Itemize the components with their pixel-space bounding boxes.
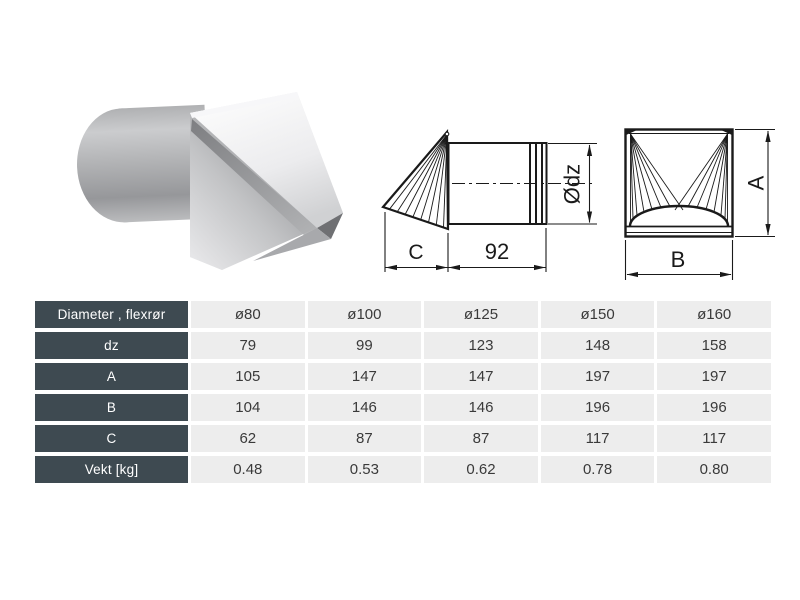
spec-cell: 87	[424, 425, 538, 452]
spec-cell: 147	[424, 363, 538, 390]
spec-cell: 0.80	[657, 456, 771, 483]
spec-cell: ø125	[424, 301, 538, 328]
spec-cell: 123	[424, 332, 538, 359]
spec-cell: 147	[308, 363, 422, 390]
spec-table	[32, 297, 774, 487]
dim-label-diameter: Ødz	[559, 163, 585, 205]
table-row-c	[35, 425, 771, 452]
spec-cell: ø100	[308, 301, 422, 328]
spec-cell: 104	[191, 394, 305, 421]
spec-cell: 0.62	[424, 456, 538, 483]
row-header-dz: dz	[35, 332, 188, 359]
table-row-dz	[35, 332, 771, 359]
table-row-weight	[35, 456, 771, 483]
table-row-diameter	[35, 301, 771, 328]
spec-cell: 146	[308, 394, 422, 421]
spec-cell: 196	[541, 394, 655, 421]
front-view-drawing	[612, 105, 798, 297]
spec-cell: 146	[424, 394, 538, 421]
spec-cell: 197	[541, 363, 655, 390]
row-header-b: B	[35, 394, 188, 421]
dim-label-width: B	[670, 247, 686, 272]
table-row-b	[35, 394, 771, 421]
spec-cell: 117	[657, 425, 771, 452]
side-view-drawing	[365, 105, 610, 290]
spec-cell: ø160	[657, 301, 771, 328]
spec-cell: 99	[308, 332, 422, 359]
vent-hood	[190, 92, 343, 270]
spec-cell: 62	[191, 425, 305, 452]
spec-cell: 0.53	[308, 456, 422, 483]
spec-cell: ø80	[191, 301, 305, 328]
spec-cell: 0.48	[191, 456, 305, 483]
duct-pipe	[75, 105, 210, 225]
spec-cell: ø150	[541, 301, 655, 328]
dim-label-c: C	[408, 241, 424, 264]
dim-label-height: A	[743, 175, 769, 191]
row-header-diameter: Diameter , flexrør	[35, 301, 188, 328]
table-row-a	[35, 363, 771, 390]
row-header-weight: Vekt [kg]	[35, 456, 188, 483]
spec-cell: 79	[191, 332, 305, 359]
spec-cell: 158	[657, 332, 771, 359]
spec-cell: 117	[541, 425, 655, 452]
spec-cell: 87	[308, 425, 422, 452]
spec-cell: 197	[657, 363, 771, 390]
row-header-a: A	[35, 363, 188, 390]
product-photo	[55, 78, 350, 298]
spec-cell: 0.78	[541, 456, 655, 483]
spec-cell: 148	[541, 332, 655, 359]
spec-table-container	[32, 297, 774, 487]
hood-front-outline	[626, 130, 733, 237]
row-header-c: C	[35, 425, 188, 452]
spec-cell: 196	[657, 394, 771, 421]
dim-label-length: 92	[484, 239, 510, 264]
spec-cell: 105	[191, 363, 305, 390]
